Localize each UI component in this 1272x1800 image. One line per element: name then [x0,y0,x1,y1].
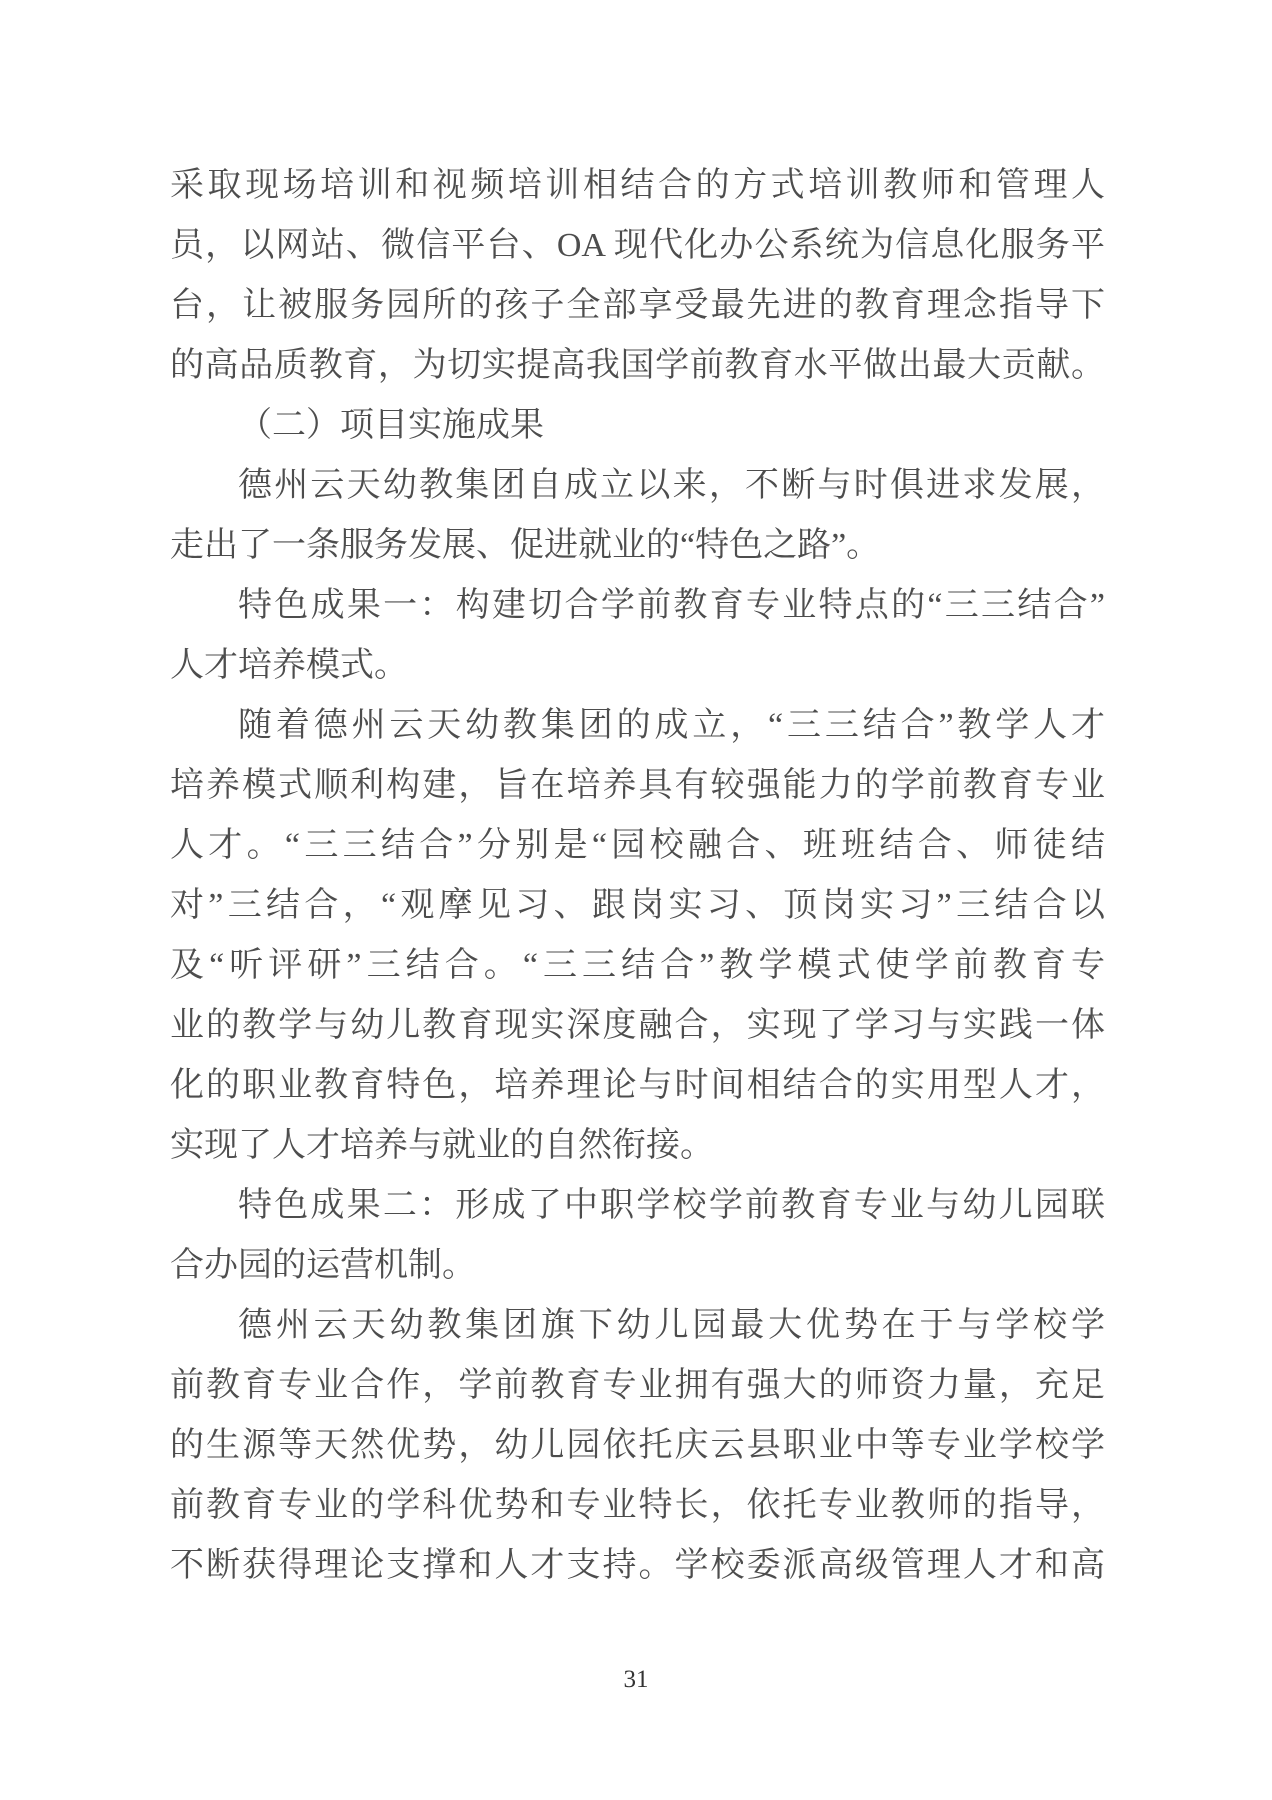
text-line: 特色成果二：形成了中职学校学前教育专业与幼儿园联 [238,1187,1105,1224]
text-line: 业的教学与幼儿教育现实深度融合，实现了学习与实践一体 [170,1007,1105,1044]
text-line: 人才。“三三结合”分别是“园校融合、班班结合、师徒结 [170,827,1105,864]
text-line: 不断获得理论支撑和人才支持。学校委派高级管理人才和高 [170,1547,1105,1584]
text-line: 德州云天幼教集团自成立以来，不断与时俱进求发展， [238,467,1105,504]
text-line: 走出了一条服务发展、促进就业的“特色之路”。 [170,527,881,564]
page-number: 31 [623,1666,649,1693]
text-line: 对”三结合，“观摩见习、跟岗实习、顶岗实习”三结合以 [170,887,1105,924]
text-line: （二）项目实施成果 [238,407,544,444]
document-body [170,156,1105,1596]
text-line: 员，以网站、微信平台、OA 现代化办公系统为信息化服务平 [170,227,1105,264]
text-line: 德州云天幼教集团旗下幼儿园最大优势在于与学校学 [238,1307,1105,1344]
text-line: 合办园的运营机制。 [170,1247,476,1284]
text-line: 随着德州云天幼教集团的成立，“三三结合”教学人才 [238,707,1105,744]
text-line: 前教育专业合作，学前教育专业拥有强大的师资力量，充足 [170,1367,1105,1404]
text-line: 特色成果一：构建切合学前教育专业特点的“三三结合” [238,587,1105,624]
text-line: 前教育专业的学科优势和专业特长，依托专业教师的指导， [170,1487,1105,1524]
text-line: 及“听评研”三结合。“三三结合”教学模式使学前教育专 [170,947,1105,984]
text-line: 培养模式顺利构建，旨在培养具有较强能力的学前教育专业 [170,767,1105,804]
text-line: 采取现场培训和视频培训相结合的方式培训教师和管理人 [170,167,1105,204]
text-line: 台，让被服务园所的孩子全部享受最先进的教育理念指导下 [170,287,1105,324]
text-line: 的高品质教育，为切实提高我国学前教育水平做出最大贡献。 [170,347,1105,384]
text-line: 化的职业教育特色，培养理论与时间相结合的实用型人才， [170,1067,1105,1104]
text-line: 的生源等天然优势，幼儿园依托庆云县职业中等专业学校学 [170,1427,1105,1464]
text-line: 人才培养模式。 [170,647,408,684]
text-line: 实现了人才培养与就业的自然衔接。 [170,1127,714,1164]
